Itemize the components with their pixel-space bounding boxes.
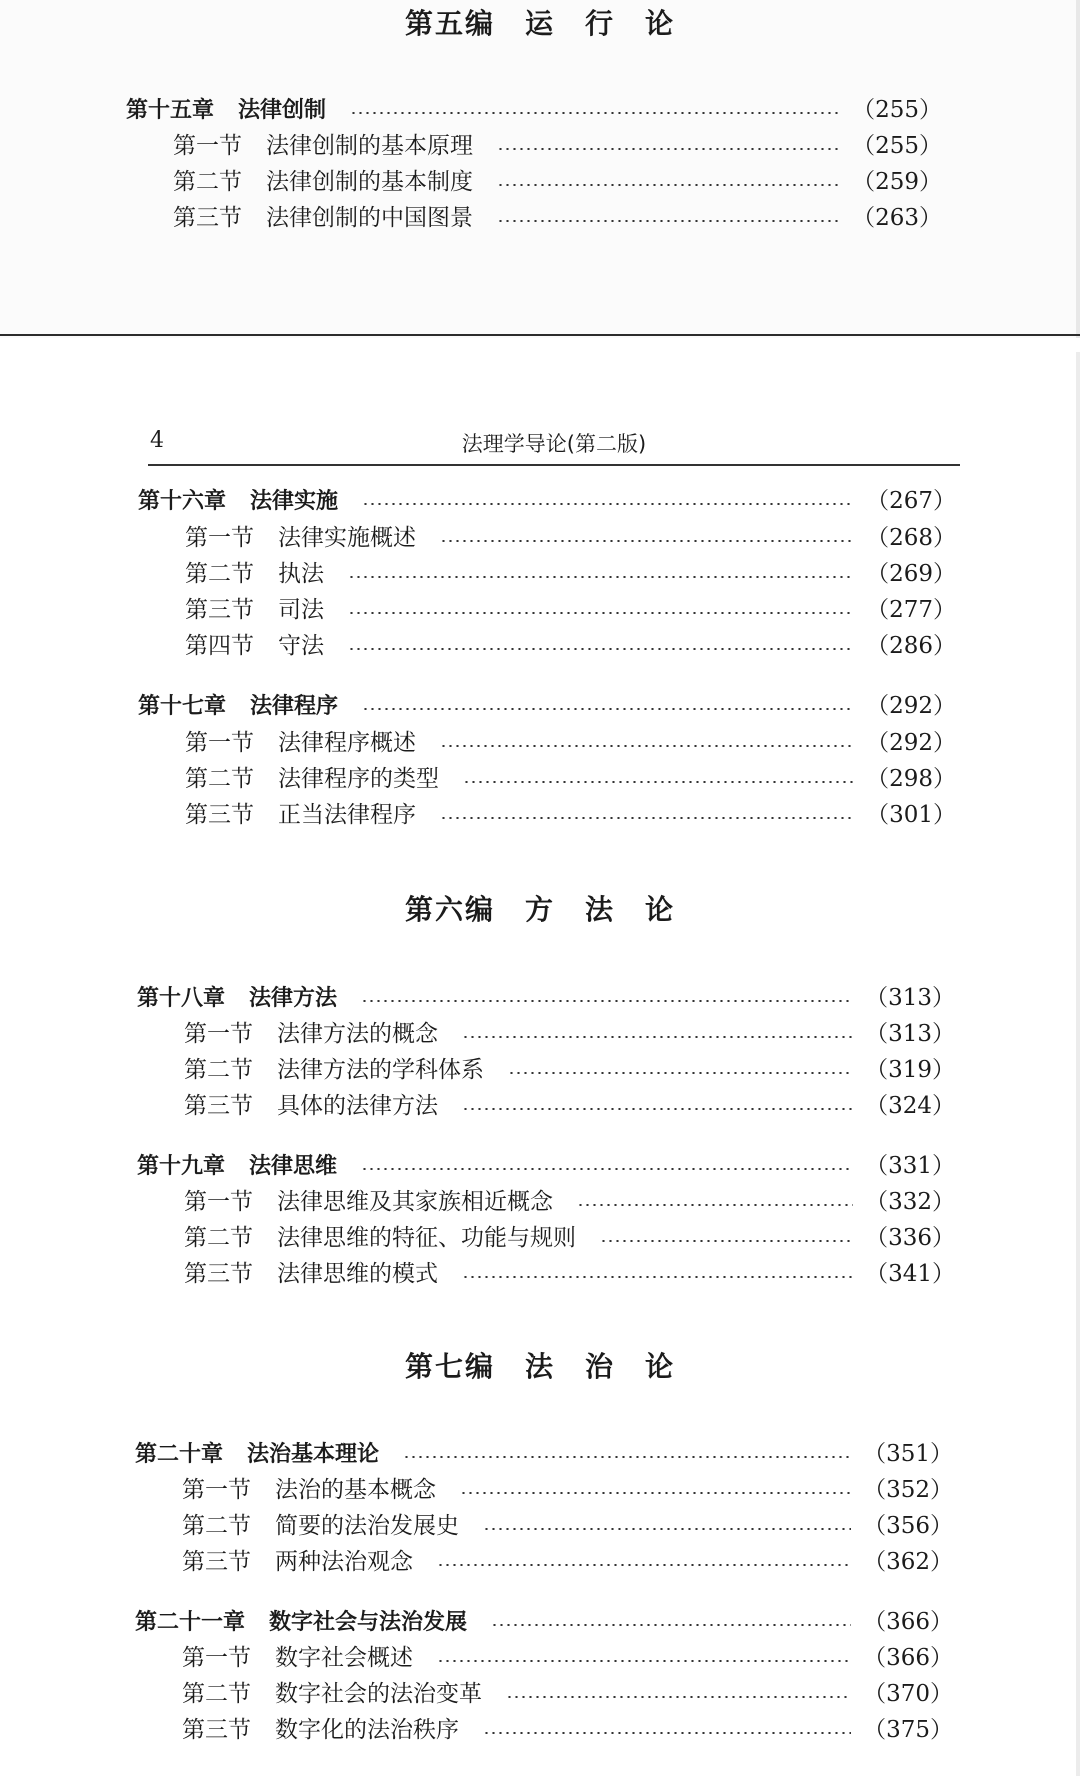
section-number: 第一节 bbox=[173, 133, 242, 159]
dot-leader bbox=[483, 1732, 851, 1734]
page-ref: （370） bbox=[863, 1681, 953, 1707]
page-ref: （366） bbox=[863, 1609, 953, 1635]
section-number: 第一节 bbox=[184, 1021, 253, 1047]
chapter-number: 第十八章 bbox=[137, 986, 226, 1011]
section-number: 第二节 bbox=[185, 561, 254, 587]
page-ref: （259） bbox=[852, 169, 942, 195]
section-number: 第三节 bbox=[184, 1261, 253, 1287]
dot-leader bbox=[440, 540, 854, 542]
section-number: 第三节 bbox=[184, 1093, 253, 1119]
toc-section-row[interactable] bbox=[185, 594, 956, 626]
dot-leader bbox=[362, 708, 854, 710]
toc-section-row[interactable] bbox=[184, 1090, 955, 1122]
dot-leader bbox=[440, 817, 854, 819]
dot-leader bbox=[350, 112, 840, 114]
section-title: 法律创制的基本原理 bbox=[266, 133, 473, 159]
section-number: 第一节 bbox=[182, 1645, 251, 1671]
section-title: 数字社会的法治变革 bbox=[275, 1681, 482, 1707]
page-ref: （336） bbox=[865, 1225, 955, 1251]
page-ref: （268） bbox=[866, 525, 956, 551]
chapter-title: 法律方法 bbox=[249, 986, 338, 1011]
dot-leader bbox=[361, 1000, 853, 1002]
page-ref: （366） bbox=[863, 1645, 953, 1671]
page-ref: （362） bbox=[863, 1549, 953, 1575]
section-title: 法律方法的学科体系 bbox=[277, 1057, 484, 1083]
page-ref: （298） bbox=[866, 766, 956, 792]
dot-leader bbox=[348, 648, 854, 650]
dot-leader bbox=[437, 1564, 851, 1566]
toc-section-row[interactable] bbox=[173, 166, 942, 198]
page-ref: （324） bbox=[865, 1093, 955, 1119]
section-title: 法律程序概述 bbox=[278, 730, 416, 756]
toc-chapter-row[interactable] bbox=[137, 982, 955, 1014]
page-ref: （292） bbox=[866, 693, 956, 719]
dot-leader bbox=[462, 1108, 853, 1110]
chapter-title: 法律思维 bbox=[249, 1154, 338, 1179]
toc-chapter-row[interactable] bbox=[126, 94, 942, 126]
dot-leader bbox=[440, 745, 854, 747]
part-title: 第七编 法 治 论 bbox=[404, 1350, 675, 1383]
section-title: 守法 bbox=[278, 633, 324, 659]
section-number: 第二节 bbox=[184, 1057, 253, 1083]
page-ref: （267） bbox=[866, 488, 956, 514]
section-number: 第二节 bbox=[184, 1225, 253, 1251]
chapter-number: 第十七章 bbox=[138, 694, 227, 719]
book-title: 法理学导论(第二版) bbox=[461, 432, 647, 456]
toc-section-row[interactable] bbox=[185, 727, 956, 759]
section-title: 数字化的法治秩序 bbox=[275, 1717, 459, 1743]
page-ref: （277） bbox=[866, 597, 956, 623]
toc-section-row[interactable] bbox=[184, 1258, 955, 1290]
section-title: 法律程序的类型 bbox=[278, 766, 439, 792]
page-ref: （263） bbox=[852, 205, 942, 231]
page-ref: （331） bbox=[865, 1153, 955, 1179]
toc-section-row[interactable] bbox=[184, 1018, 955, 1050]
page-ref: （351） bbox=[863, 1441, 953, 1467]
page-ref: （313） bbox=[865, 985, 955, 1011]
toc-section-row[interactable] bbox=[182, 1510, 953, 1542]
toc-chapter-row[interactable] bbox=[138, 690, 956, 722]
section-title: 法律创制的基本制度 bbox=[266, 169, 473, 195]
dot-leader bbox=[577, 1204, 853, 1206]
dot-leader bbox=[462, 1036, 853, 1038]
section-number: 第三节 bbox=[185, 802, 254, 828]
toc-chapter-row[interactable] bbox=[135, 1606, 953, 1638]
page-ref: （292） bbox=[866, 730, 956, 756]
dot-leader bbox=[506, 1696, 851, 1698]
chapter-title: 数字社会与法治发展 bbox=[269, 1610, 468, 1635]
page-ref: （255） bbox=[852, 133, 942, 159]
toc-section-row[interactable] bbox=[185, 799, 956, 831]
chapter-number: 第十九章 bbox=[137, 1154, 226, 1179]
section-number: 第二节 bbox=[173, 169, 242, 195]
section-number: 第四节 bbox=[185, 633, 254, 659]
page-ref: （352） bbox=[863, 1477, 953, 1503]
toc-section-row[interactable] bbox=[185, 630, 956, 662]
section-number: 第一节 bbox=[182, 1477, 251, 1503]
toc-section-row[interactable] bbox=[185, 522, 956, 554]
chapter-number: 第二十一章 bbox=[135, 1610, 246, 1635]
chapter-number: 第十五章 bbox=[126, 98, 215, 123]
toc-section-row[interactable] bbox=[182, 1474, 953, 1506]
toc-section-row[interactable] bbox=[182, 1642, 953, 1674]
dot-leader bbox=[437, 1660, 851, 1662]
section-title: 具体的法律方法 bbox=[277, 1093, 438, 1119]
dot-leader bbox=[361, 1168, 853, 1170]
section-number: 第三节 bbox=[182, 1717, 251, 1743]
section-number: 第一节 bbox=[185, 730, 254, 756]
section-title: 简要的法治发展史 bbox=[275, 1513, 459, 1539]
toc-section-row[interactable] bbox=[184, 1186, 955, 1218]
toc-chapter-row[interactable] bbox=[138, 485, 956, 517]
dot-leader bbox=[508, 1072, 853, 1074]
section-number: 第一节 bbox=[184, 1189, 253, 1215]
page-ref: （255） bbox=[852, 97, 942, 123]
section-number: 第三节 bbox=[173, 205, 242, 231]
section-title: 法律创制的中国图景 bbox=[266, 205, 473, 231]
section-title: 司法 bbox=[278, 597, 324, 623]
toc-section-row[interactable] bbox=[182, 1546, 953, 1578]
chapter-title: 法律程序 bbox=[250, 694, 339, 719]
page-divider bbox=[0, 334, 1080, 336]
section-number: 第二节 bbox=[185, 766, 254, 792]
section-title: 两种法治观念 bbox=[275, 1549, 413, 1575]
toc-section-row[interactable] bbox=[173, 130, 942, 162]
page-ref: （313） bbox=[865, 1021, 955, 1047]
dot-leader bbox=[497, 184, 840, 186]
toc-section-row[interactable] bbox=[184, 1054, 955, 1086]
toc-section-row[interactable] bbox=[185, 763, 956, 795]
section-number: 第二节 bbox=[182, 1513, 251, 1539]
toc-chapter-row[interactable] bbox=[135, 1438, 953, 1470]
dot-leader bbox=[403, 1456, 851, 1458]
section-title: 法治的基本概念 bbox=[275, 1477, 436, 1503]
toc-section-row[interactable] bbox=[182, 1678, 953, 1710]
part-title: 第五编 运 行 论 bbox=[404, 7, 675, 40]
page-ref: （375） bbox=[863, 1717, 953, 1743]
dot-leader bbox=[362, 503, 854, 505]
page-ref: （356） bbox=[863, 1513, 953, 1539]
dot-leader bbox=[348, 612, 854, 614]
section-number: 第三节 bbox=[182, 1549, 251, 1575]
dot-leader bbox=[600, 1240, 853, 1242]
section-title: 法律方法的概念 bbox=[277, 1021, 438, 1047]
section-title: 正当法律程序 bbox=[278, 802, 416, 828]
dot-leader bbox=[462, 1276, 853, 1278]
running-head bbox=[148, 420, 960, 466]
section-title: 执法 bbox=[278, 561, 324, 587]
part-title: 第六编 方 法 论 bbox=[404, 893, 675, 926]
toc-section-row[interactable] bbox=[182, 1714, 953, 1746]
page-ref: （301） bbox=[866, 802, 956, 828]
section-number: 第三节 bbox=[185, 597, 254, 623]
toc-chapter-row[interactable] bbox=[137, 1150, 955, 1182]
dot-leader bbox=[460, 1492, 851, 1494]
toc-section-row[interactable] bbox=[173, 202, 942, 234]
section-number: 第一节 bbox=[185, 525, 254, 551]
section-title: 法律思维的模式 bbox=[277, 1261, 438, 1287]
section-title: 法律实施概述 bbox=[278, 525, 416, 551]
section-title: 法律思维及其家族相近概念 bbox=[277, 1189, 553, 1215]
toc-section-row[interactable] bbox=[185, 558, 956, 590]
dot-leader bbox=[463, 781, 854, 783]
chapter-title: 法律创制 bbox=[238, 98, 327, 123]
page-number: 4 bbox=[150, 428, 164, 453]
dot-leader bbox=[497, 148, 840, 150]
page-ref: （341） bbox=[865, 1261, 955, 1287]
chapter-title: 法律实施 bbox=[250, 489, 339, 514]
section-title: 数字社会概述 bbox=[275, 1645, 413, 1671]
page-ref: （286） bbox=[866, 633, 956, 659]
section-number: 第二节 bbox=[182, 1681, 251, 1707]
page-ref: （269） bbox=[866, 561, 956, 587]
dot-leader bbox=[491, 1624, 851, 1626]
toc-section-row[interactable] bbox=[184, 1222, 955, 1254]
dot-leader bbox=[497, 220, 840, 222]
chapter-number: 第十六章 bbox=[138, 489, 227, 514]
dot-leader bbox=[483, 1528, 851, 1530]
page-ref: （319） bbox=[865, 1057, 955, 1083]
dot-leader bbox=[348, 576, 854, 578]
section-title: 法律思维的特征、功能与规则 bbox=[277, 1225, 576, 1251]
chapter-number: 第二十章 bbox=[135, 1442, 224, 1467]
chapter-title: 法治基本理论 bbox=[247, 1442, 380, 1467]
page-ref: （332） bbox=[865, 1189, 955, 1215]
